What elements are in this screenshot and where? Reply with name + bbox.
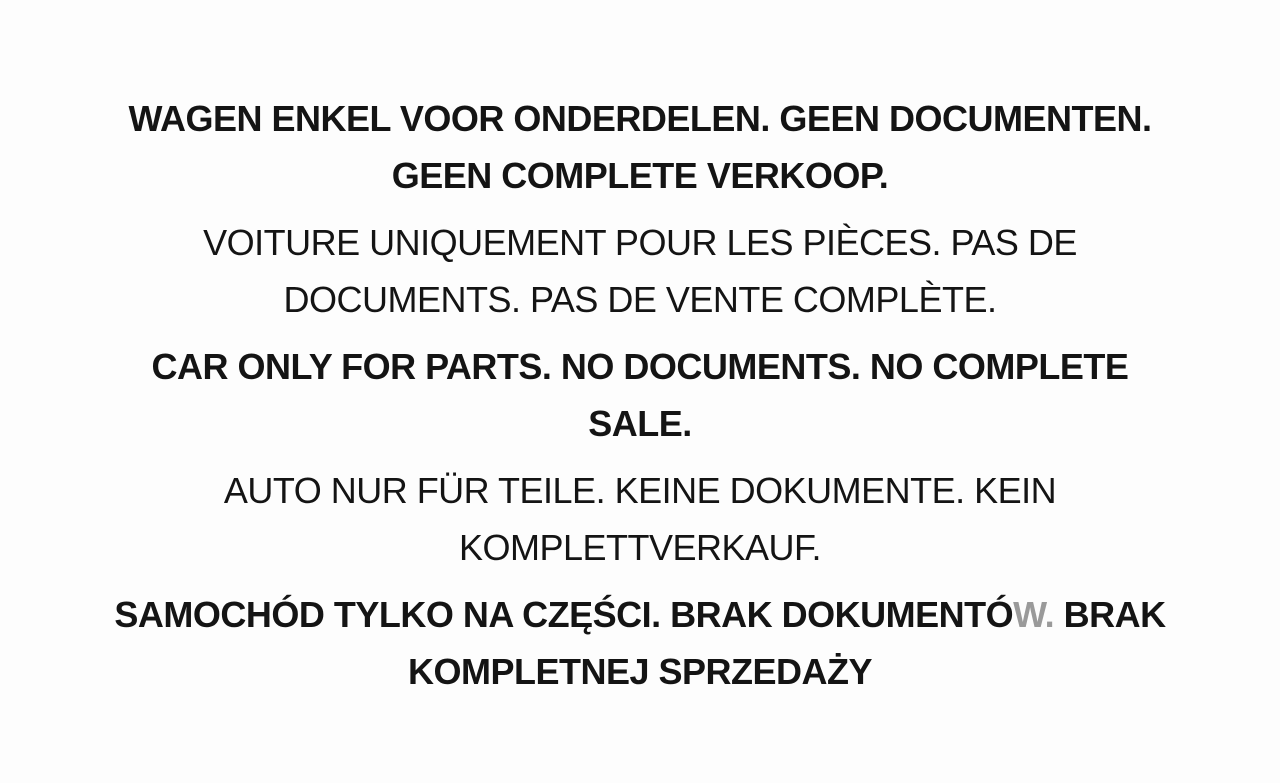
paragraph-dutch <box>0 90 1280 204</box>
paragraph-english <box>0 338 1280 452</box>
notice-line-dutch-1: WAGEN ENKEL VOOR ONDERDELEN. GEEN DOCUMENTEN. <box>128 98 1152 139</box>
watermark-faded-text: W. <box>1013 594 1055 635</box>
notice-line-polish-1-before: SAMOCHÓD TYLKO NA CZĘŚCI. BRAK DOKUMENTÓ <box>114 594 1014 635</box>
paragraph-french <box>0 214 1280 328</box>
notice-line-polish-1 <box>0 586 1280 643</box>
notice-line-german-1: AUTO NUR FÜR TEILE. KEINE DOKUMENTE. KEIN <box>223 470 1057 511</box>
notice-line-english-2: SALE. <box>588 403 692 444</box>
notice-line-german-2: KOMPLETTVERKAUF. <box>458 527 822 568</box>
notice-line-french-1: VOITURE UNIQUEMENT POUR LES PIÈCES. PAS DE <box>203 222 1077 263</box>
paragraph-polish <box>0 586 1280 700</box>
notice-line-polish-1-after: BRAK <box>1054 594 1166 635</box>
paragraph-german <box>0 462 1280 576</box>
notice-line-english-1: CAR ONLY FOR PARTS. NO DOCUMENTS. NO COMPLETE <box>151 346 1129 387</box>
notice-line-polish-2: KOMPLETNEJ SPRZEDAŻY <box>407 651 873 692</box>
notice-line-french-2: DOCUMENTS. PAS DE VENTE COMPLÈTE. <box>283 279 997 320</box>
notice-line-dutch-2: GEEN COMPLETE VERKOOP. <box>391 155 889 196</box>
